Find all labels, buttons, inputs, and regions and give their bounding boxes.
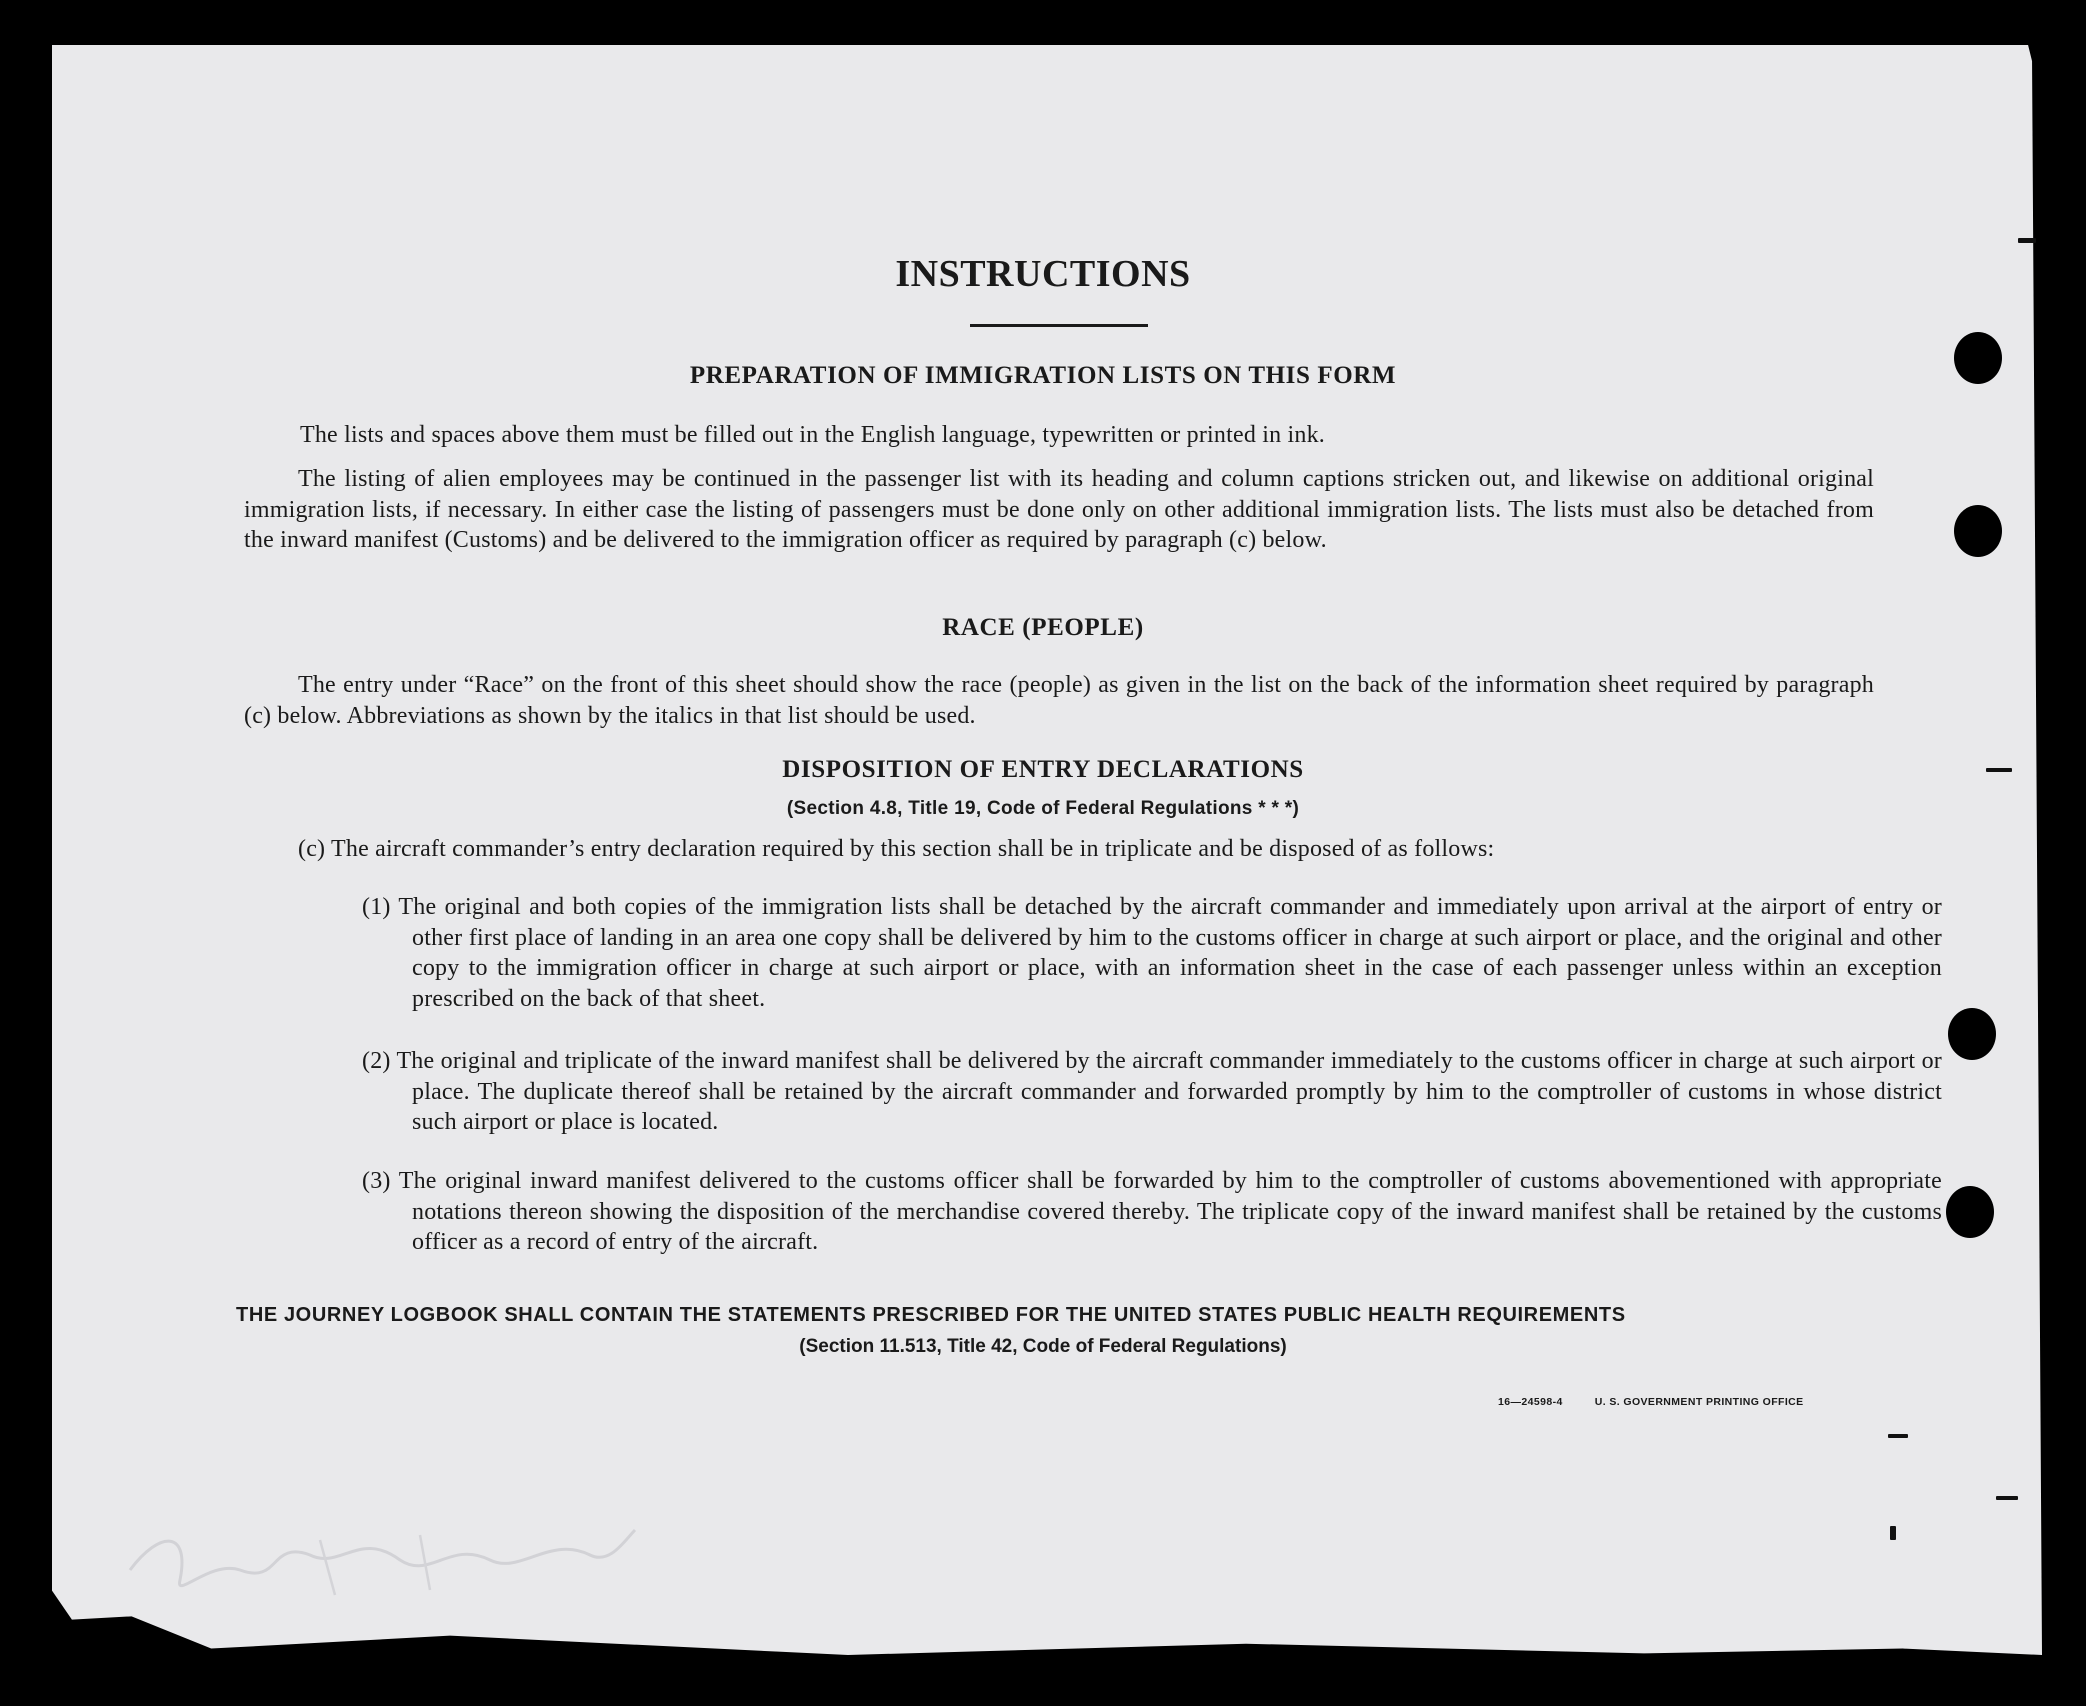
- disposition-item-1: (1) The original and both copies of the immigration lists shall be detached by the aircraft commander and immediately upon arrival at the airport of entry or other first place of landing in an area one copy shall be delivered by him to the customs officer in charge at such airport or place, and the original and other copy to the immigration officer in charge at such airport or place, with an information sheet in the case of each passenger unless within an exception prescribed on the back of that sheet.: [362, 894, 1942, 1012]
- paper-speck: [1888, 1434, 1908, 1438]
- disposition-intro: (c) The aircraft commander’s entry declaration required by this section shall be in triplicate and be disposed of as follows:: [298, 836, 1495, 862]
- punch-hole: [1954, 505, 2002, 557]
- printer-line: [1498, 1396, 1836, 1408]
- preparation-heading: PREPARATION OF IMMIGRATION LISTS ON THIS FORM: [689, 362, 1397, 389]
- preparation-paragraph-2: The listing of alien employees may be continued in the passenger list with its heading and column captions stricken out, and likewise on additional original immigration lists, if necessary. In either case the listing of passengers must be done only on other additional immigration lists. The lists must also be detached from the inward manifest (Customs) and be delivered to the immigration officer as required by paragraph (c) below.: [244, 466, 1874, 553]
- race-heading: RACE (PEOPLE): [942, 614, 1144, 641]
- public-health-citation: (Section 11.513, Title 42, Code of Federal Regulations): [799, 1336, 1287, 1357]
- disposition-citation: (Section 4.8, Title 19, Code of Federal Regulations * * *): [786, 798, 1300, 819]
- disposition-item-2: (2) The original and triplicate of the inward manifest shall be delivered by the aircraft commander immediately to the customs officer in charge at such airport or place. The duplicate thereof shall be retained by the aircraft commander and forwarded promptly by him to the comptroller of customs in whose district such airport or place is located.: [362, 1048, 1942, 1135]
- paper-speck: [2018, 238, 2036, 243]
- preparation-paragraph-1: The lists and spaces above them must be filled out in the English language, typewritten or printed in ink.: [300, 422, 1325, 448]
- printer-name: U. S. GOVERNMENT PRINTING OFFICE: [1594, 1396, 1804, 1408]
- punch-hole: [1946, 1186, 1994, 1238]
- form-number: 16—24598-4: [1498, 1396, 1563, 1408]
- public-health-statement: THE JOURNEY LOGBOOK SHALL CONTAIN THE STATEMENTS PRESCRIBED FOR THE UNITED STATES PUBLIC HEALTH REQUIREMENTS: [236, 1304, 1626, 1326]
- title-underline: [970, 324, 1148, 327]
- disposition-item-3: (3) The original inward manifest delivered to the customs officer shall be forwarded by him to the comptroller of customs abovementioned with appropriate notations thereon showing the disposition of the merchandise covered thereby. The triplicate copy of the inward manifest shall be retained by the customs officer as a record of entry of the aircraft.: [362, 1168, 1942, 1255]
- race-paragraph: The entry under “Race” on the front of this sheet should show the race (people) as given in the list on the back of the information sheet required by paragraph (c) below. Abbreviations as shown by the italics in that list should be used.: [244, 672, 1874, 729]
- page-title: INSTRUCTIONS: [895, 253, 1191, 295]
- paper-speck: [1890, 1526, 1896, 1540]
- disposition-heading: DISPOSITION OF ENTRY DECLARATIONS: [782, 756, 1304, 783]
- punch-hole: [1948, 1008, 1996, 1060]
- paper-speck: [1996, 1496, 2018, 1500]
- faint-signature: [120, 1500, 640, 1610]
